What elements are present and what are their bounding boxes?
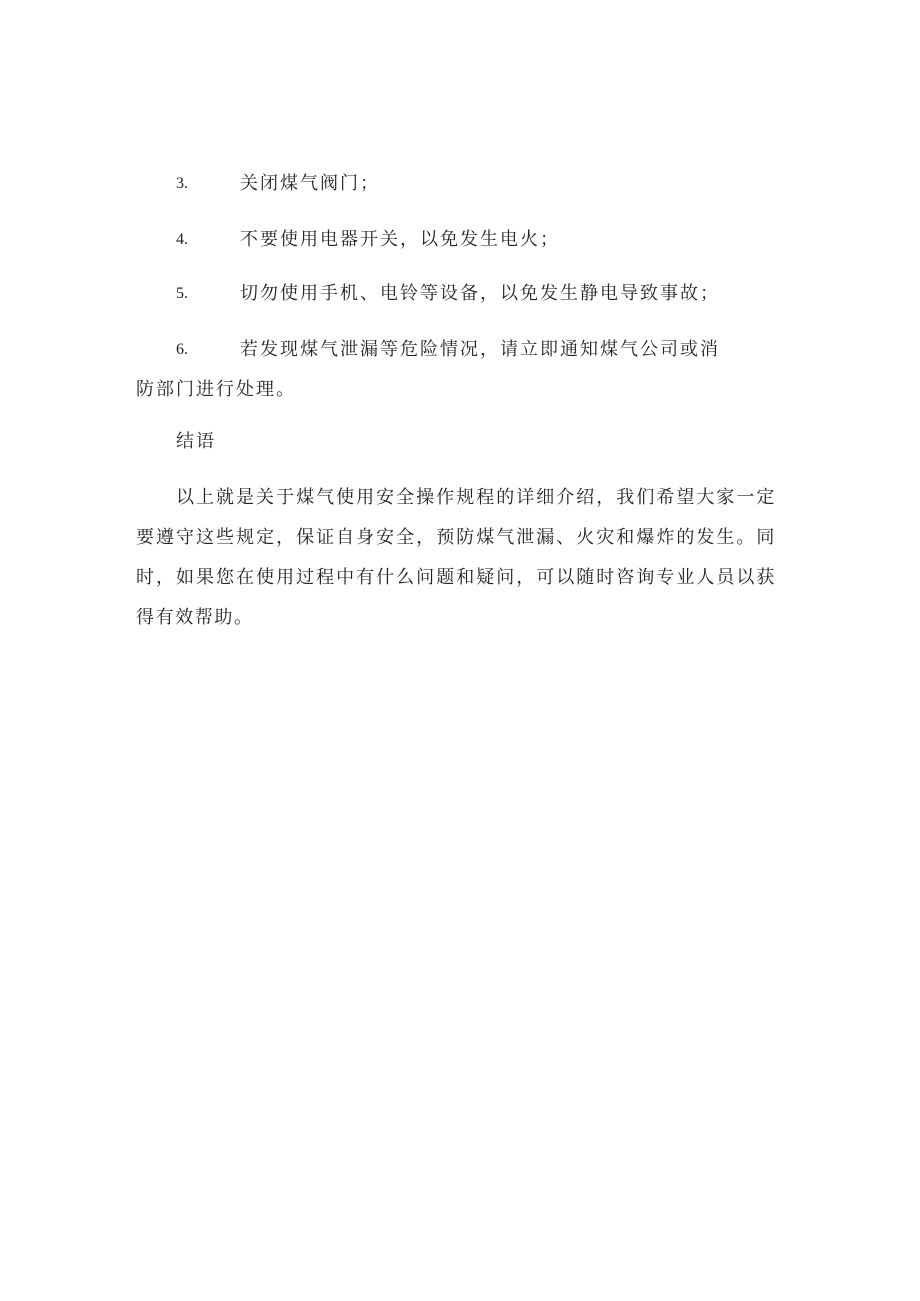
list-item-text: 关闭煤气阀门； — [240, 173, 380, 194]
list-item — [136, 220, 776, 260]
list-item-number: 5. — [176, 285, 188, 302]
list-item-text: 切勿使用手机、电铃等设备，以免发生静电导致事故； — [240, 283, 720, 304]
list-item-number: 4. — [176, 231, 188, 248]
list-item-text: 不要使用电器开关，以免发生电火； — [240, 229, 560, 250]
list-item — [136, 330, 736, 410]
list-item-number: 6. — [176, 341, 188, 358]
conclusion-paragraph: 以上就是关于煤气使用安全操作规程的详细介绍，我们希望大家一定要遵守这些规定，保证自身安全，预防煤气泄漏、火灾和爆炸的发生。同时，如果您在使用过程中有什么问题和疑问，可以随时咨询专业人员以获得有效帮助。 — [136, 487, 776, 628]
list-item-number: 3. — [176, 175, 188, 192]
list-item — [136, 274, 776, 314]
list-item-text: 若发现煤气泄漏等危险情况，请立即通知煤气公司或消防部门进行处理。 — [136, 339, 720, 400]
conclusion-heading: 结语 — [176, 431, 216, 452]
list-item — [136, 164, 776, 204]
